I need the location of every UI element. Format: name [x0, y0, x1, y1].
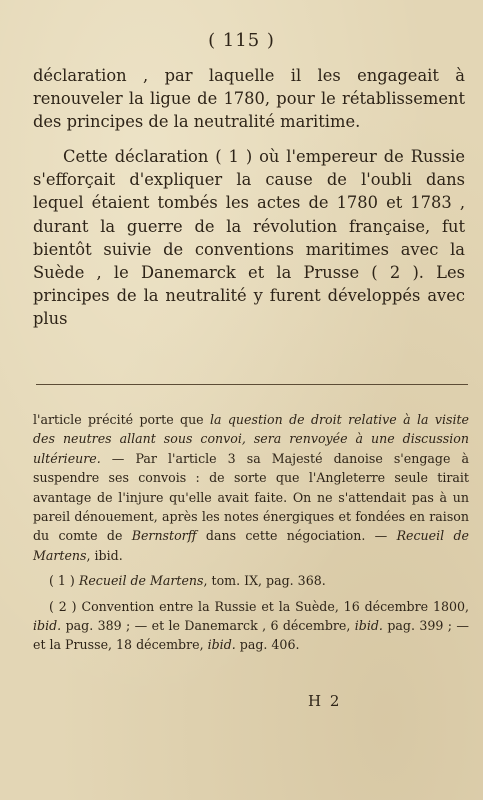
footnote-divider: [36, 384, 468, 385]
main-text: [33, 64, 465, 330]
footnote-source: Recueil de Martens: [78, 573, 204, 589]
footnote-ibid: ibid.: [207, 637, 236, 653]
footnote-text: ( 1 ): [49, 573, 79, 589]
footnote-text: ( 2 ) Convention entre la Russie et la Suède, 16 décembre 1800,: [49, 598, 469, 614]
footnote-person-name: Bernstorff: [131, 528, 197, 544]
footnote-text: l'article précité porte que: [33, 412, 210, 427]
body-paragraph: Cette déclaration ( 1 ) où l'empereur de Russie s'efforçait d'expliquer la cause de l'oubli dans lequel étaient tombés les actes de 1780 et 1783 , durant la guerre de la révolution française, fut bientôt suivie de conventions maritimes avec la Suède , le Danemarck et la Prusse ( 2 ). Les principes de la neutralité y furent développés avec plus: [33, 147, 465, 328]
footnote-text: pag. 406.: [235, 637, 300, 653]
footnote-ibid: ibid.: [33, 618, 62, 634]
footnotes: [33, 410, 469, 655]
footnote-source: Recueil de Martens: [33, 528, 469, 563]
footnote-text: dans cette négociation. —: [196, 528, 397, 544]
footnote-text: , ibid.: [86, 547, 123, 563]
body-paragraph-continued: déclaration , par laquelle il les engageait à renouveler la ligue de 1780, pour le rétablissement des principes de la neutralité maritime.: [33, 66, 465, 132]
signature-mark: H 2: [308, 692, 342, 710]
footnote-text: pag. 399 ; — et la Prusse, 18 décembre,: [33, 618, 469, 653]
footnote-2: [33, 597, 469, 655]
footnote-1: [33, 571, 469, 590]
footnote-ibid: ibid.: [354, 618, 383, 634]
footnote-text: , tom. IX, pag. 368.: [203, 573, 326, 589]
footnote-quote: la question de droit relative à la visite des neutres allant sous convoi, sera renvoyée à une discussion ultérieure.: [33, 412, 469, 466]
footnote-text: pag. 389 ; — et le Danemarck , 6 décembre,: [61, 618, 355, 634]
footnote-continued: [33, 410, 469, 565]
page-number: ( 115 ): [208, 30, 275, 51]
footnote-text: — Par l'article 3 sa Majesté danoise s'engage à suspendre ses convois : de sorte que l'Angleterre seule tirait avantage de l'injure qu'elle avait faite. On ne s'attendait pas à un pareil dénouement, après les notes énergiques et fondées en raison du comte de: [33, 450, 469, 544]
